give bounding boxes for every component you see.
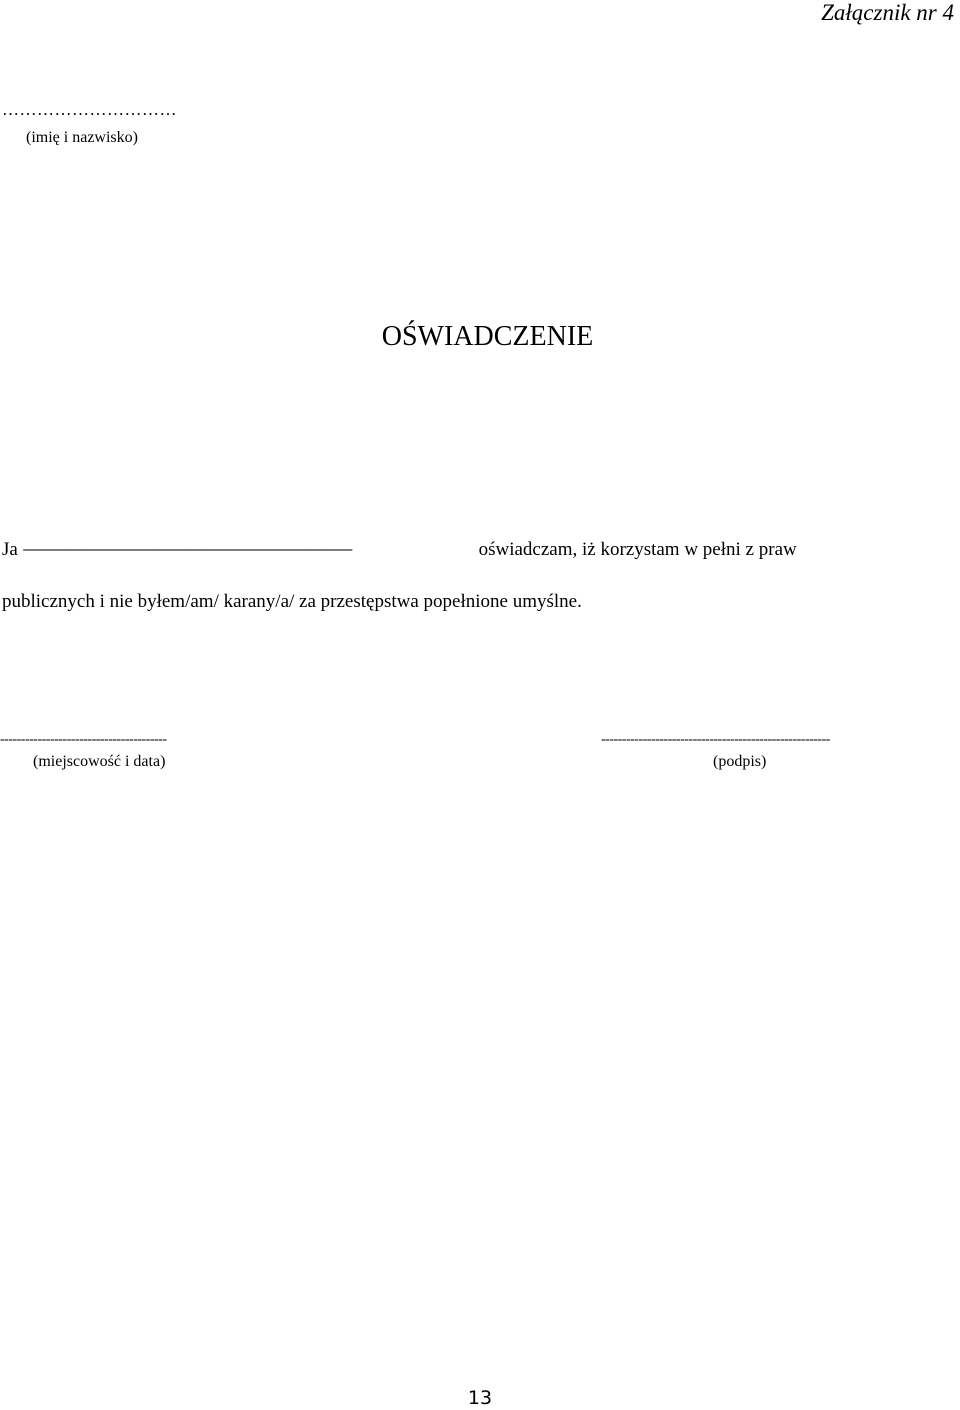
- place-date-label: (miejscowość i data): [33, 753, 166, 770]
- signature-fill-line: -------------------------------------------------------: [601, 732, 830, 747]
- statement-line1-text: oświadczam, iż korzystam w pełni z praw: [478, 539, 797, 560]
- statement-line-1: [2, 537, 797, 563]
- document-title: OŚWIADCZENIE: [381, 321, 594, 352]
- statement-fill-line: --------------------------------------------------------------------------------------------------------: [22, 542, 352, 557]
- name-field-label: (imię i nazwisko): [26, 129, 138, 146]
- name-placeholder-dots: …………………………: [2, 100, 177, 119]
- attachment-label: Załącznik nr 4: [821, 0, 954, 25]
- place-date-fill-line: ----------------------------------------: [0, 732, 167, 747]
- statement-prefix: Ja: [2, 539, 18, 560]
- statement-line-2: publicznych i nie byłem/am/ karany/a/ za przestępstwa popełnione umyślne.: [2, 591, 582, 612]
- page-number: 13: [467, 1387, 493, 1409]
- signature-label: (podpis): [713, 753, 767, 770]
